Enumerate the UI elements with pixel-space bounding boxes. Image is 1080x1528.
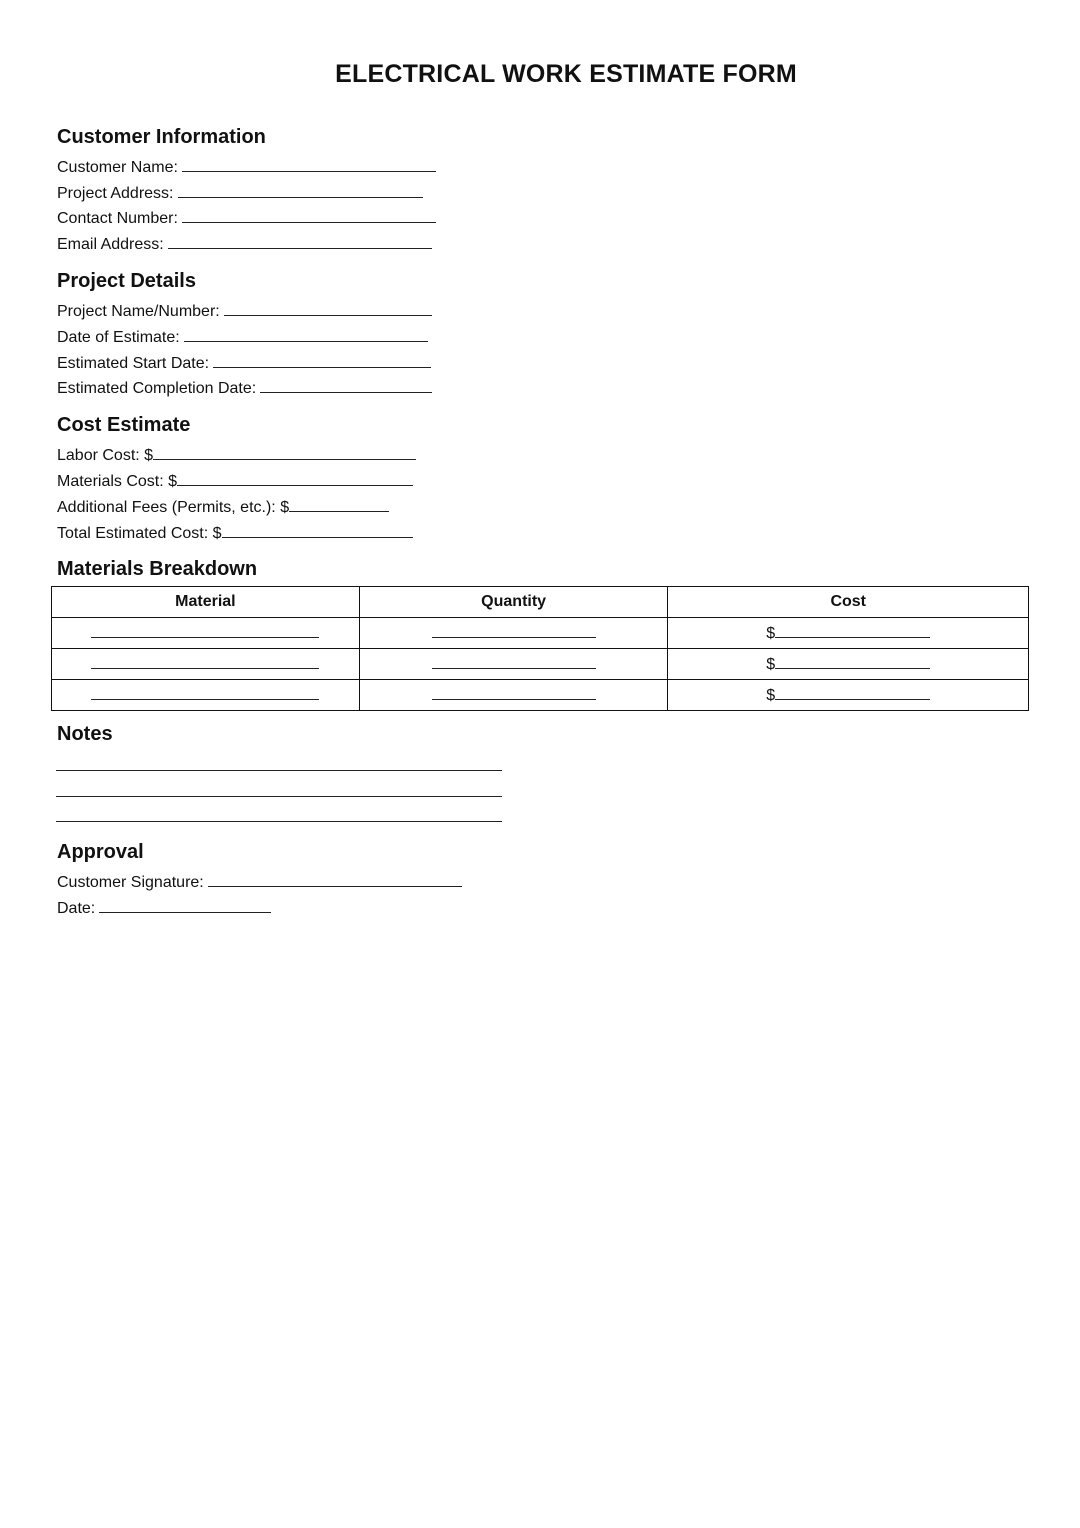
customer-name-blank[interactable] (182, 157, 436, 172)
material-column-header: Material (52, 587, 360, 618)
quantity-cell[interactable] (359, 649, 668, 680)
material-blank[interactable] (91, 654, 319, 669)
quantity-cell[interactable] (359, 618, 668, 649)
cost-blank[interactable] (775, 623, 930, 638)
material-blank[interactable] (91, 623, 319, 638)
date-of-estimate-label: Date of Estimate: (57, 329, 180, 346)
project-details-heading: Project Details (57, 270, 196, 292)
customer-signature-field[interactable] (57, 872, 462, 892)
cost-column-header: Cost (668, 587, 1029, 618)
cost-blank[interactable] (775, 685, 930, 700)
material-cell[interactable] (52, 649, 360, 680)
total-estimated-cost-label: Total Estimated Cost: $ (57, 525, 222, 542)
table-row (52, 618, 1029, 649)
table-row (52, 680, 1029, 711)
quantity-blank[interactable] (432, 623, 596, 638)
estimated-completion-date-label: Estimated Completion Date: (57, 380, 257, 397)
quantity-blank[interactable] (432, 685, 596, 700)
project-name-number-field[interactable] (57, 301, 432, 321)
quantity-cell[interactable] (359, 680, 668, 711)
project-address-label: Project Address: (57, 185, 174, 202)
estimated-start-date-blank[interactable] (213, 353, 431, 368)
materials-breakdown-heading: Materials Breakdown (57, 558, 258, 580)
email-address-label: Email Address: (57, 236, 164, 253)
contact-number-blank[interactable] (182, 208, 436, 223)
total-estimated-cost-field[interactable] (57, 523, 413, 543)
additional-fees-label: Additional Fees (Permits, etc.): $ (57, 499, 290, 516)
customer-name-field[interactable] (57, 157, 436, 177)
labor-cost-label: Labor Cost: $ (57, 447, 154, 464)
estimated-start-date-label: Estimated Start Date: (57, 355, 210, 372)
notes-line-2[interactable] (56, 796, 502, 797)
date-of-estimate-blank[interactable] (184, 327, 428, 342)
labor-cost-field[interactable] (57, 445, 416, 465)
table-row (52, 649, 1029, 680)
material-blank[interactable] (91, 685, 319, 700)
approval-heading: Approval (57, 841, 144, 863)
materials-cost-field[interactable] (57, 471, 413, 491)
quantity-blank[interactable] (432, 654, 596, 669)
materials-cost-blank[interactable] (177, 471, 413, 486)
estimated-start-date-field[interactable] (57, 353, 431, 373)
contact-number-label: Contact Number: (57, 210, 178, 227)
labor-cost-blank[interactable] (153, 445, 416, 460)
materials-table (51, 586, 1029, 711)
customer-name-label: Customer Name: (57, 159, 178, 176)
approval-date-blank[interactable] (99, 898, 271, 913)
customer-information-heading: Customer Information (57, 126, 266, 148)
cost-cell[interactable] (668, 618, 1029, 649)
project-name-number-label: Project Name/Number: (57, 303, 220, 320)
project-address-blank[interactable] (178, 183, 423, 198)
cost-prefix: $ (766, 687, 776, 704)
cost-cell[interactable] (668, 680, 1029, 711)
total-estimated-cost-blank[interactable] (222, 523, 413, 538)
customer-signature-blank[interactable] (208, 872, 462, 887)
materials-table-header-row (52, 587, 1029, 618)
materials-cost-label: Materials Cost: $ (57, 473, 178, 490)
date-of-estimate-field[interactable] (57, 327, 428, 347)
project-name-number-blank[interactable] (224, 301, 432, 316)
approval-date-field[interactable] (57, 898, 271, 918)
quantity-column-header: Quantity (359, 587, 668, 618)
estimated-completion-date-field[interactable] (57, 378, 432, 398)
form-title: ELECTRICAL WORK ESTIMATE FORM (335, 60, 797, 88)
additional-fees-field[interactable] (57, 497, 389, 517)
cost-prefix: $ (766, 625, 776, 642)
notes-line-3[interactable] (56, 821, 502, 822)
cost-estimate-heading: Cost Estimate (57, 414, 191, 436)
cost-cell[interactable] (668, 649, 1029, 680)
notes-heading: Notes (57, 723, 113, 745)
cost-blank[interactable] (775, 654, 930, 669)
cost-prefix: $ (766, 656, 776, 673)
customer-signature-label: Customer Signature: (57, 874, 204, 891)
contact-number-field[interactable] (57, 208, 436, 228)
material-cell[interactable] (52, 618, 360, 649)
notes-line-1[interactable] (56, 770, 502, 771)
email-address-blank[interactable] (168, 234, 432, 249)
project-address-field[interactable] (57, 183, 423, 203)
material-cell[interactable] (52, 680, 360, 711)
estimated-completion-date-blank[interactable] (260, 378, 432, 393)
email-address-field[interactable] (57, 234, 432, 254)
additional-fees-blank[interactable] (289, 497, 389, 512)
approval-date-label: Date: (57, 900, 96, 917)
